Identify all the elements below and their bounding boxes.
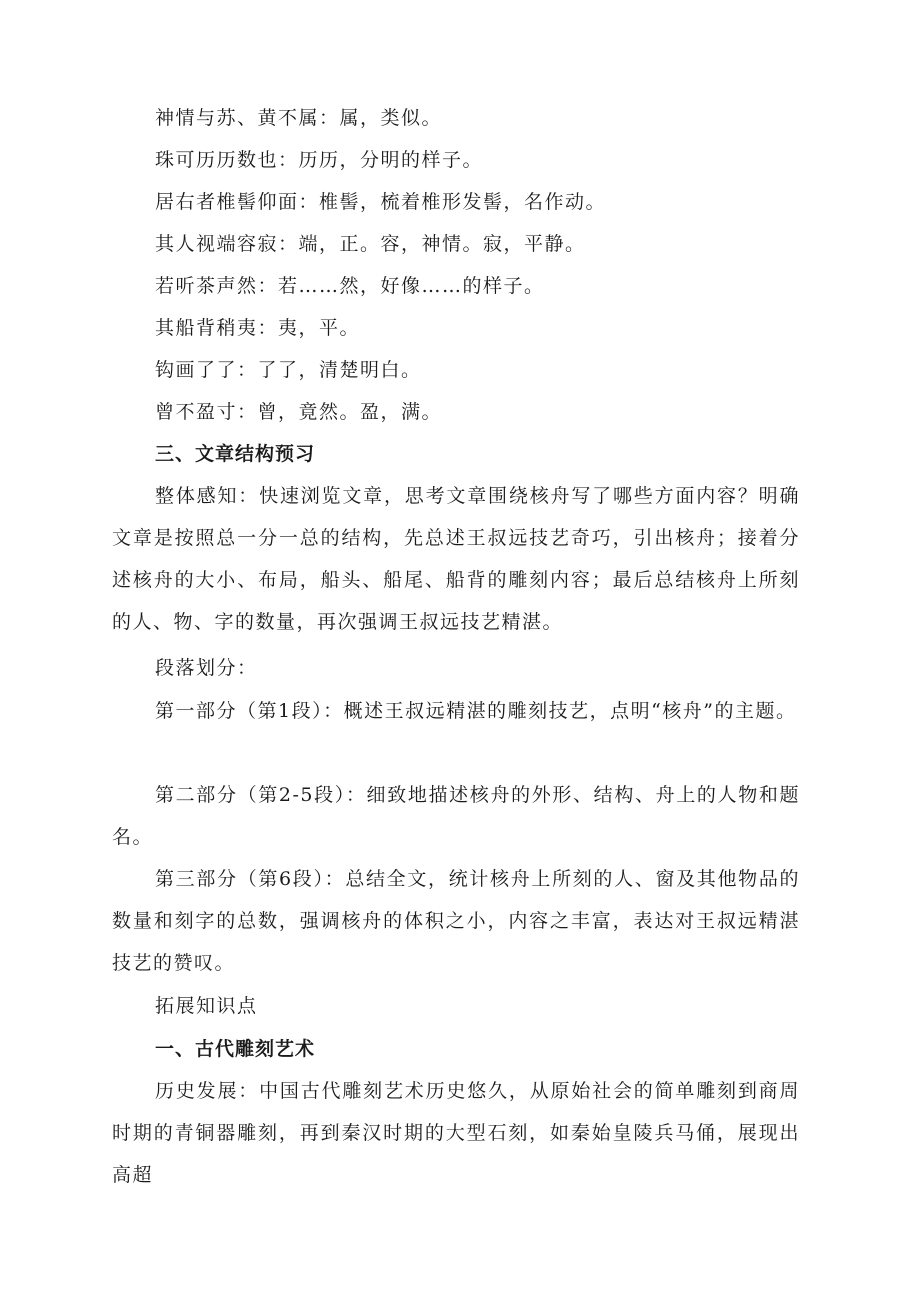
- part-one-paragraph: 第一部分（第1段）：概述王叔远精湛的雕刻技艺，点明“核舟”的主题。: [155, 700, 797, 722]
- definition-line: 曾不盈寸：曾，竟然。盈，满。: [155, 401, 443, 423]
- definition-line: 钩画了了：了了，清楚明白。: [155, 359, 422, 381]
- definition-line: 若听茶声然：若……然，好像……的样子。: [155, 275, 545, 297]
- section-heading: 三、文章结构预习: [155, 443, 316, 465]
- subsection-heading: 一、古代雕刻艺术: [155, 1038, 316, 1060]
- overview-paragraph: 整体感知：快速浏览文章，思考文章围绕核舟写了哪些方面内容？明确文章是按照总一分一总的结构，先总述王叔远技艺奇巧，引出核舟；接着分述核舟的大小、布局，船头、船尾、船背的雕刻内容；最后总结核舟上所刻的人、物、字的数量，再次强调王叔远技艺精湛。: [112, 485, 800, 633]
- definition-line: 居右者椎髻仰面：椎髻，梳着椎形发髻，名作动。: [155, 191, 607, 213]
- division-label: 段落划分：: [155, 657, 258, 679]
- part-three-paragraph: 第三部分（第6段）：总结全文，统计核舟上所刻的人、窗及其他物品的数量和刻字的总数，强调核舟的体积之小，内容之丰富，表达对王叔远精湛技艺的赞叹。: [112, 868, 800, 974]
- definition-line: 神情与苏、黄不属：属，类似。: [155, 107, 443, 129]
- definition-line: 珠可历历数也：历历，分明的样子。: [155, 149, 484, 171]
- history-paragraph: 历史发展：中国古代雕刻艺术历史悠久，从原始社会的简单雕刻到商周时期的青铜器雕刻，再到秦汉时期的大型石刻，如秦始皇陵兵马俑，展现出高超: [112, 1080, 800, 1186]
- part-two-paragraph: 第二部分（第2-5段）：细致地描述核舟的外形、结构、舟上的人物和题名。: [112, 784, 800, 848]
- definition-line: 其船背稍夷：夷，平。: [155, 317, 361, 339]
- extension-label: 拓展知识点: [155, 995, 258, 1017]
- definition-line: 其人视端容寂：端，正。容，神情。寂，平静。: [155, 233, 586, 255]
